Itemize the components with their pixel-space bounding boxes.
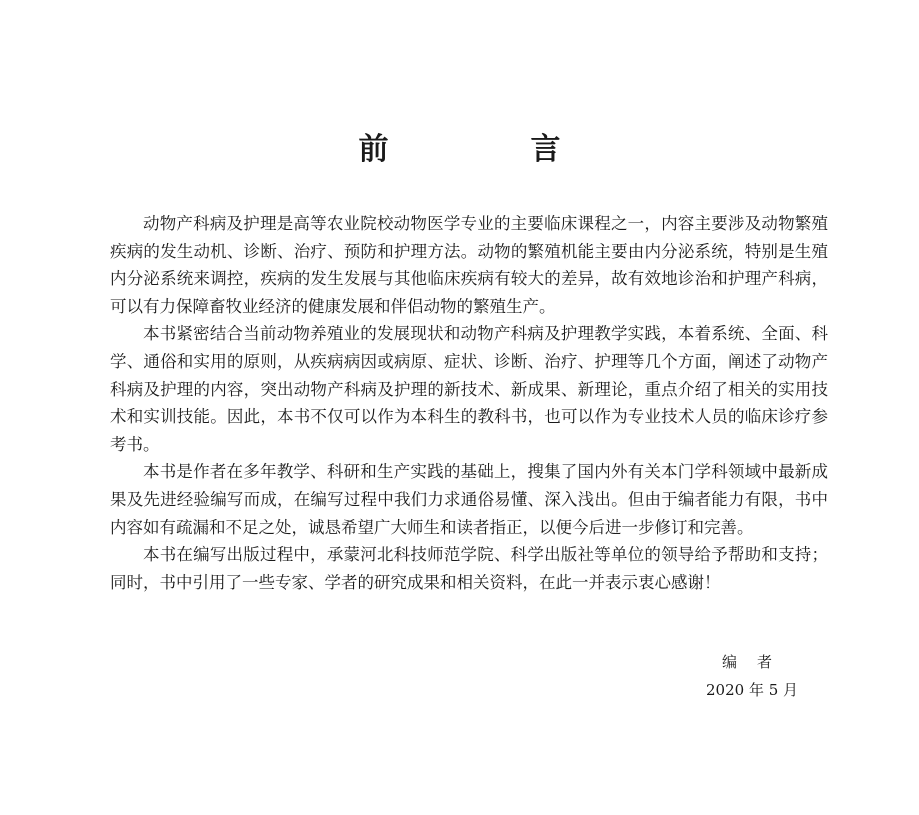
- preface-body: [110, 210, 828, 596]
- signature-block: [660, 648, 830, 704]
- paragraph: 本书紧密结合当前动物养殖业的发展现状和动物产科病及护理教学实践，本着系统、全面、科学、通俗和实用的原则，从疾病病因或病原、症状、诊断、治疗、护理等几个方面，阐述了动物产科病及护理的内容，突出动物产科病及护理的新技术、新成果、新理论，重点介绍了相关的实用技术和实训技能。因此，本书不仅可以作为本科生的教科书，也可以作为专业技术人员的临床诊疗参考书。: [110, 324, 828, 454]
- paragraph: 本书是作者在多年教学、科研和生产实践的基础上，搜集了国内外有关本门学科领域中最新成果及先进经验编写而成，在编写过程中我们力求通俗易懂、深入浅出。但由于编者能力有限，书中内容如有疏漏和不足之处，诚恳希望广大师生和读者指正，以便今后进一步修订和完善。: [110, 462, 828, 537]
- paragraph: 本书在编写出版过程中，承蒙河北科技师范学院、科学出版社等单位的领导给予帮助和支持；同时，书中引用了一些专家、学者的研究成果和相关资料，在此一并表示衷心感谢！: [110, 545, 828, 592]
- signature-date: 2020 年 5 月: [706, 681, 799, 699]
- signature-author: 编者: [722, 653, 793, 671]
- page-title: 前 言: [358, 132, 617, 167]
- paragraph: 动物产科病及护理是高等农业院校动物医学专业的主要临床课程之一，内容主要涉及动物繁殖疾病的发生动机、诊断、治疗、预防和护理方法。动物的繁殖机能主要由内分泌系统，特别是生殖内分泌系统来调控，疾病的发生发展与其他临床疾病有较大的差异，故有效地诊治和护理产科病，可以有力保障畜牧业经济的健康发展和伴侣动物的繁殖生产。: [110, 214, 828, 316]
